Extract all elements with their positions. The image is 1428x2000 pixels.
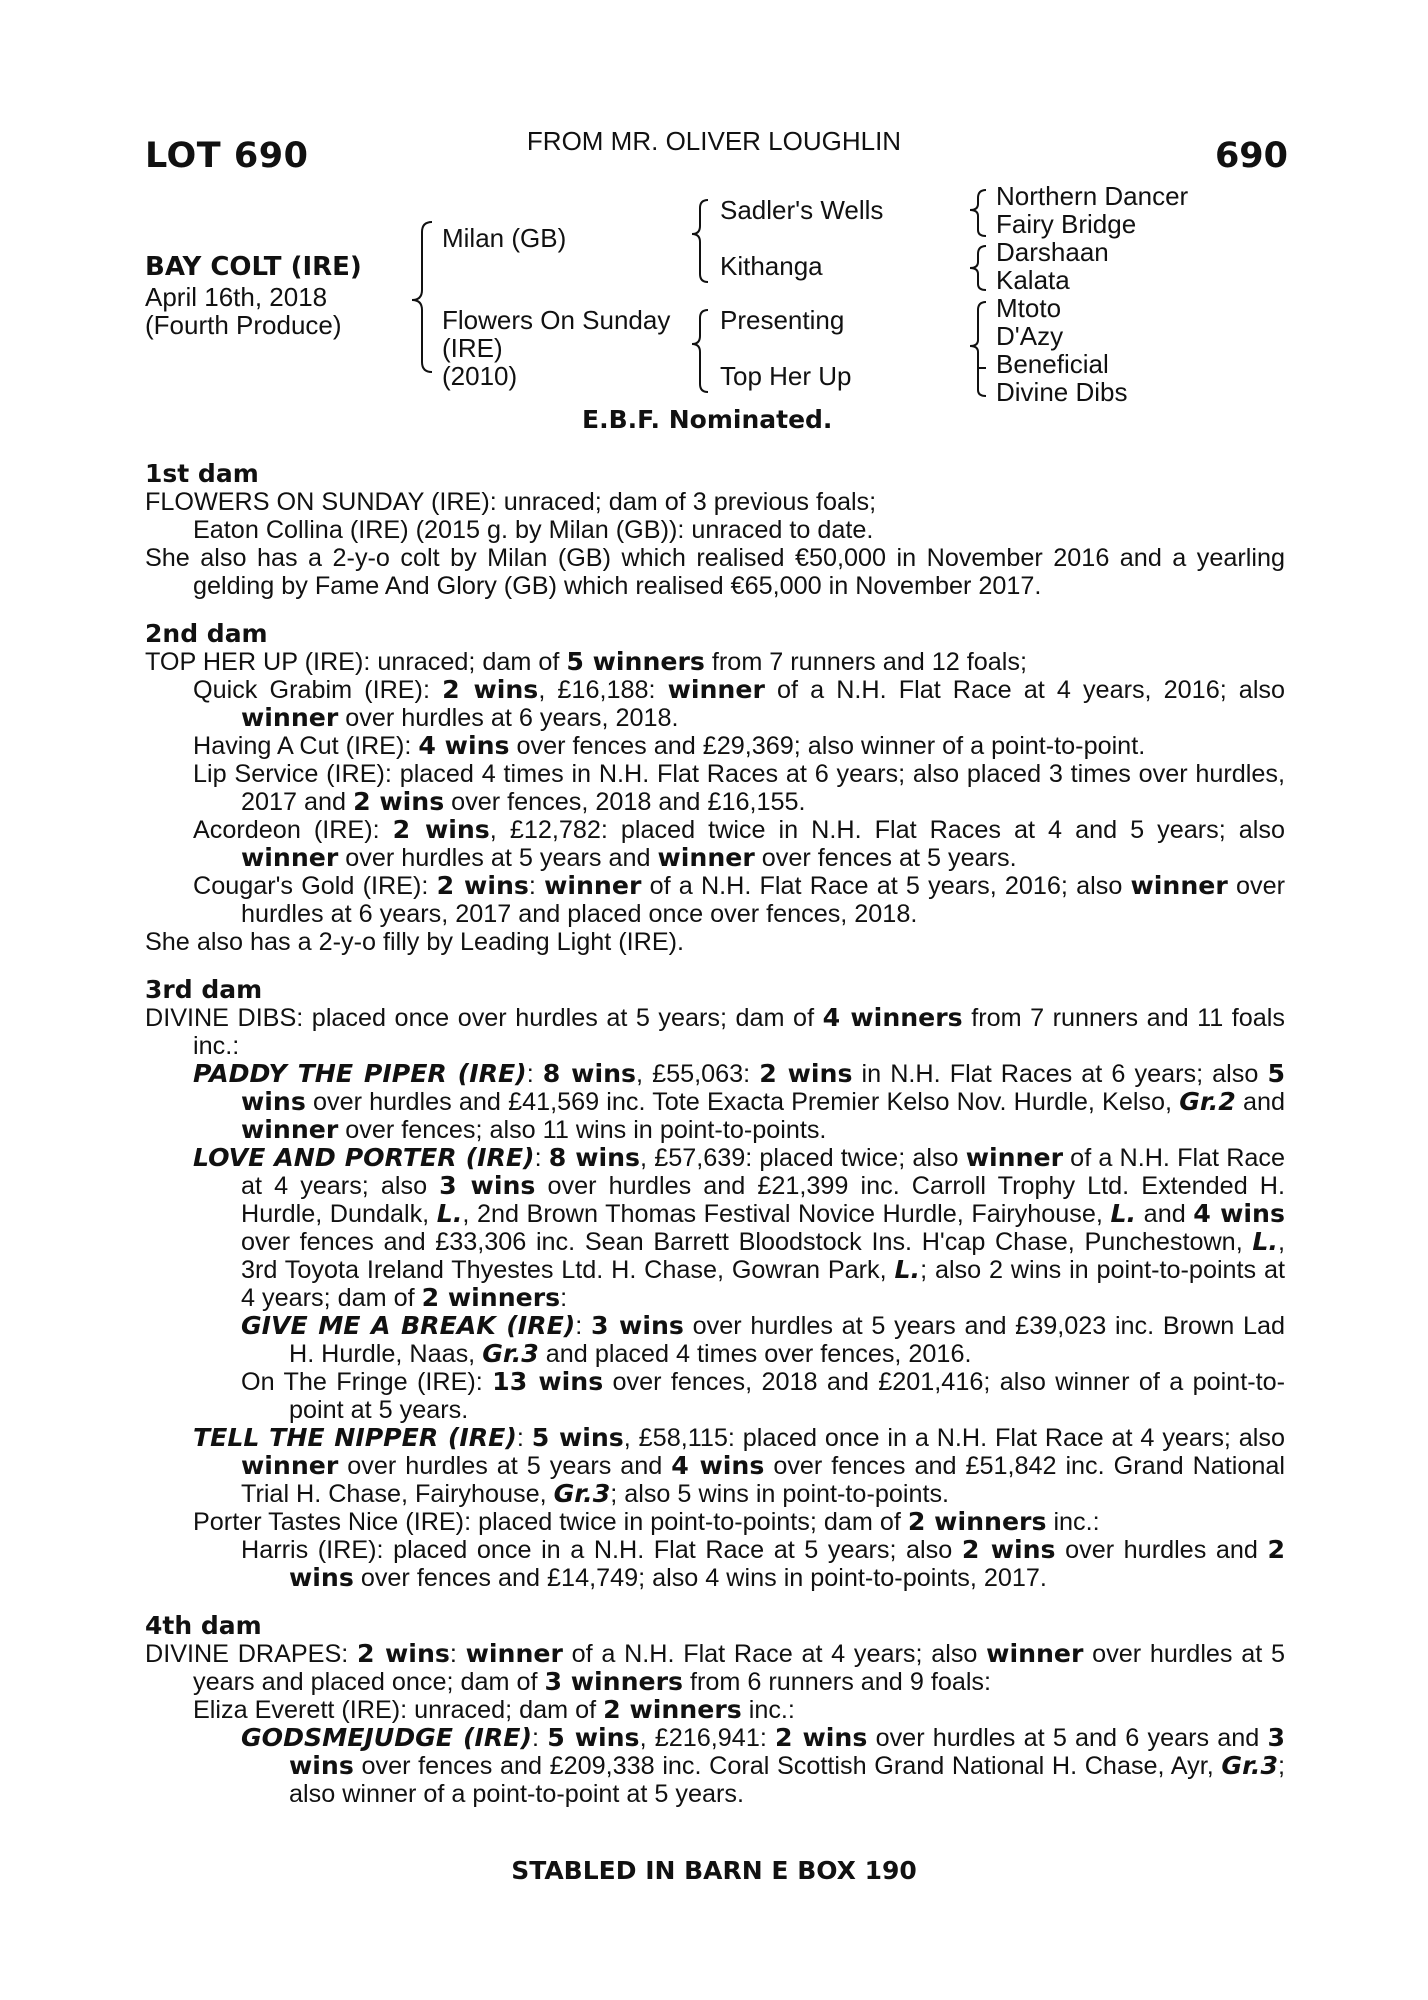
record-line: [145, 676, 1285, 732]
bold-text: winner: [667, 675, 765, 704]
stabling-info: STABLED IN BARN E BOX 190: [511, 1856, 917, 1885]
text-run: She also has a 2-y-o filly by Leading Light (IRE).: [145, 928, 685, 956]
bold-text: 2 wins: [775, 1723, 868, 1752]
text-run: of a N.H. Flat Race at 4 years; also: [241, 1144, 1286, 1200]
bold-italic-text: Gr.3: [1221, 1751, 1278, 1780]
text-run: from 6 runners and 9 foals:: [683, 1668, 992, 1696]
text-run: Harris (IRE): placed once in a N.H. Flat Race at 5 years; also: [241, 1536, 962, 1564]
bold-italic-text: TELL THE NIPPER (IRE): [193, 1423, 517, 1452]
text-run: over fences, 2018 and £201,416; also winner of a point-to-point at 5 years.: [289, 1368, 1285, 1424]
pedigree-sd-dam: Kalata: [996, 265, 1070, 295]
bold-italic-text: L.: [436, 1199, 463, 1228]
dam-section: [145, 620, 1285, 956]
text-run: Acordeon (IRE):: [193, 816, 393, 844]
record-line: [145, 1312, 1285, 1368]
pedigree-dam-name: Flowers On Sunday: [442, 305, 671, 335]
pedigree-ds-sire: Mtoto: [996, 293, 1062, 323]
text-run: over fences and £29,369; also winner of a point-to-point.: [509, 732, 1146, 760]
record-line: [145, 1536, 1285, 1592]
bold-text: 2 wins: [961, 1535, 1056, 1564]
bold-text: 2 wins: [442, 675, 539, 704]
bold-italic-text: L.: [894, 1255, 921, 1284]
record-line: [145, 648, 1285, 676]
bold-text: 4 wins: [418, 731, 510, 760]
text-run: ; also 5 wins in point-to-points.: [610, 1480, 950, 1508]
section-title: 2nd dam: [145, 619, 268, 648]
text-run: , £216,941:: [639, 1724, 776, 1752]
text-run: from 7 runners and 11 foals inc.:: [193, 1004, 1285, 1060]
text-run: over fences and £209,338 inc. Coral Scottish Grand National H. Chase, Ayr,: [353, 1752, 1222, 1780]
text-run: over fences and £51,842 inc. Grand National Trial H. Chase, Fairyhouse,: [241, 1452, 1285, 1508]
record-line: [145, 1004, 1285, 1060]
bold-italic-text: Gr.3: [553, 1479, 611, 1508]
bold-text: 3 wins: [591, 1311, 684, 1340]
pedigree-sire: Milan (GB): [442, 223, 567, 253]
text-run: over hurdles at 5 years and: [338, 1452, 672, 1480]
record-line: [145, 1060, 1285, 1144]
bold-text: 2 wins: [357, 1639, 450, 1668]
record-line: [145, 488, 1285, 516]
bold-italic-text: PADDY THE PIPER (IRE): [193, 1059, 527, 1088]
bold-italic-text: L.: [1252, 1227, 1278, 1256]
bold-text: winner: [241, 843, 339, 872]
pedigree-dam-country: (IRE): [442, 333, 503, 363]
bold-text: 5 wins: [547, 1723, 640, 1752]
bold-text: winner: [657, 843, 755, 872]
record-line: [145, 1424, 1285, 1508]
ebf-nomination: E.B.F. Nominated.: [582, 405, 833, 434]
text-run: of a N.H. Flat Race at 4 years, 2016; also: [764, 676, 1286, 704]
text-run: inc.:: [741, 1696, 795, 1724]
bold-text: winner: [1130, 871, 1228, 900]
text-run: over hurdles at 5 years and placed once; dam of: [193, 1640, 1285, 1696]
bold-text: 2 winners: [421, 1283, 561, 1312]
text-run: of a N.H. Flat Race at 5 years, 2016; also: [641, 872, 1131, 900]
text-run: Lip Service (IRE): placed 4 times in N.H. Flat Races at 6 years; also placed 3 times over hurdles, 2017 and: [193, 760, 1285, 816]
record-line: [145, 544, 1285, 600]
bold-italic-text: GIVE ME A BREAK (IRE): [241, 1311, 576, 1340]
bold-italic-text: Gr.3: [482, 1339, 539, 1368]
bold-text: 4 wins: [671, 1451, 765, 1480]
pedigree-dam-sire: Presenting: [720, 305, 845, 335]
text-run: over hurdles and £21,399 inc. Carroll Trophy Ltd. Extended H. Hurdle, Dundalk,: [241, 1172, 1285, 1228]
section-title: 1st dam: [145, 459, 259, 488]
pedigree-sire-dam: Kithanga: [720, 251, 823, 281]
text-run: over fences, 2018 and £16,155.: [444, 788, 806, 816]
text-run: TOP HER UP (IRE): unraced; dam of: [145, 648, 567, 676]
record-line: [145, 516, 1285, 544]
bold-italic-text: Gr.2: [1179, 1087, 1236, 1116]
text-run: ; also winner of a point-to-point at 5 years.: [289, 1752, 1285, 1808]
text-run: over fences and £33,306 inc. Sean Barrett Bloodstock Ins. H'cap Chase, Punchestown,: [241, 1228, 1253, 1256]
text-run: FLOWERS ON SUNDAY (IRE): unraced; dam of 3 previous foals;: [145, 488, 877, 516]
bold-text: 2 wins: [289, 1535, 1285, 1592]
bold-text: 4 wins: [1193, 1199, 1285, 1228]
bold-text: 2 winners: [603, 1695, 742, 1724]
text-run: over hurdles and: [1055, 1536, 1268, 1564]
text-run: :: [534, 1144, 549, 1172]
record-line: [145, 1696, 1285, 1724]
text-run: DIVINE DRAPES:: [145, 1640, 358, 1668]
bold-text: 2 wins: [759, 1059, 853, 1088]
record-line: [145, 732, 1285, 760]
horse-name: BAY COLT (IRE): [145, 252, 362, 282]
text-run: :: [532, 1724, 548, 1752]
bold-text: 2 winners: [907, 1507, 1047, 1536]
dam-section: [145, 460, 1285, 600]
text-run: She also has a 2-y-o colt by Milan (GB) which realised €50,000 in November 2016 and a yearling gelding by Fame And Glory (GB) which realised €65,000 in November 2017.: [145, 544, 1285, 600]
text-run: and placed 4 times over fences, 2016.: [538, 1340, 972, 1368]
pedigree-sire-sire: Sadler's Wells: [720, 195, 884, 225]
text-run: , £57,639: placed twice; also: [640, 1144, 966, 1172]
lot-number: 690: [1214, 136, 1288, 176]
section-title: 3rd dam: [145, 975, 263, 1004]
bold-text: 13 wins: [492, 1367, 604, 1396]
produce-record: [145, 460, 1285, 1808]
text-run: , 3rd Toyota Ireland Thyestes Ltd. H. Chase, Gowran Park,: [241, 1228, 1285, 1284]
text-run: Eliza Everett (IRE): unraced; dam of: [193, 1696, 604, 1724]
text-run: :: [449, 1640, 466, 1668]
record-line: [145, 872, 1285, 928]
bold-text: 3 wins: [439, 1171, 536, 1200]
text-run: Eaton Collina (IRE) (2015 g. by Milan (GB)): unraced to date.: [193, 516, 874, 544]
bold-text: winner: [465, 1639, 563, 1668]
text-run: , 2nd Brown Thomas Festival Novice Hurdle, Fairyhouse,: [462, 1200, 1111, 1228]
pedigree-brackets: [0, 0, 1428, 450]
bold-text: 3 wins: [289, 1723, 1286, 1780]
text-run: , £58,115: placed once in a N.H. Flat Race at 4 years; also: [623, 1424, 1285, 1452]
text-run: , £12,782: placed twice in N.H. Flat Races at 4 and 5 years; also: [489, 816, 1286, 844]
text-run: , £55,063:: [636, 1060, 760, 1088]
pedigree-ds-dam: D'Azy: [996, 321, 1064, 351]
bold-text: winner: [986, 1639, 1084, 1668]
text-run: DIVINE DIBS: placed once over hurdles at 5 years; dam of: [145, 1004, 823, 1032]
bold-text: 5 wins: [531, 1423, 624, 1452]
dam-section: [145, 1612, 1285, 1808]
text-run: over hurdles and £41,569 inc. Tote Exacta Premier Kelso Nov. Hurdle, Kelso,: [305, 1088, 1180, 1116]
text-run: over hurdles at 5 years and £39,023 inc. Brown Lad H. Hurdle, Naas,: [289, 1312, 1286, 1368]
text-run: Quick Grabim (IRE):: [193, 676, 443, 704]
bold-text: 2 wins: [436, 871, 529, 900]
text-run: over fences at 5 years.: [754, 844, 1017, 872]
section-title: 4th dam: [145, 1611, 262, 1640]
text-run: On The Fringe (IRE):: [241, 1368, 493, 1396]
text-run: of a N.H. Flat Race at 4 years; also: [562, 1640, 987, 1668]
bold-italic-text: LOVE AND PORTER (IRE): [193, 1143, 535, 1172]
text-run: inc.:: [1046, 1508, 1100, 1536]
dam-section: [145, 976, 1285, 1592]
record-line: [145, 760, 1285, 816]
bold-text: 5 winners: [566, 647, 705, 676]
bold-text: 8 wins: [548, 1143, 641, 1172]
pedigree-dam-dam: Top Her Up: [720, 361, 852, 391]
bold-text: winner: [965, 1143, 1064, 1172]
pedigree-ss-sire: Northern Dancer: [996, 181, 1189, 211]
bold-text: winner: [241, 703, 339, 732]
text-run: and: [1136, 1200, 1194, 1228]
vendor-line: FROM MR. OLIVER LOUGHLIN: [526, 126, 902, 156]
text-run: and: [1235, 1088, 1285, 1116]
text-run: over hurdles at 6 years, 2018.: [338, 704, 679, 732]
pedigree-sd-sire: Darshaan: [996, 237, 1109, 267]
text-run: :: [516, 1424, 532, 1452]
record-line: [145, 816, 1285, 872]
text-run: over fences; also 11 wins in point-to-points.: [338, 1116, 827, 1144]
text-run: :: [560, 1284, 568, 1312]
record-line: [145, 1368, 1285, 1424]
text-run: , £16,188:: [538, 676, 668, 704]
text-run: over hurdles at 5 and 6 years and: [867, 1724, 1268, 1752]
bold-italic-text: L.: [1110, 1199, 1137, 1228]
horse-produce: (Fourth Produce): [145, 310, 342, 340]
text-run: ; also 2 wins in point-to-points at 4 years; dam of: [241, 1256, 1285, 1312]
text-run: from 7 runners and 12 foals;: [704, 648, 1027, 676]
text-run: over hurdles at 6 years, 2017 and placed once over fences, 2018.: [241, 872, 1286, 928]
bold-text: 5 wins: [241, 1059, 1285, 1116]
text-run: :: [528, 872, 545, 900]
bold-text: winner: [241, 1451, 339, 1480]
record-line: [145, 1144, 1285, 1312]
lot-label: LOT 690: [145, 136, 309, 176]
text-run: in N.H. Flat Races at 6 years; also: [852, 1060, 1268, 1088]
bold-italic-text: GODSMEJUDGE (IRE): [241, 1723, 532, 1752]
bold-text: winner: [544, 871, 642, 900]
record-line: [145, 928, 1285, 956]
text-run: Having A Cut (IRE):: [193, 732, 419, 760]
horse-dob: April 16th, 2018: [145, 282, 328, 312]
pedigree-dam-year: (2010): [442, 361, 518, 391]
record-line: [145, 1508, 1285, 1536]
pedigree-ss-dam: Fairy Bridge: [996, 209, 1137, 239]
text-run: over fences and £14,749; also 4 wins in point-to-points, 2017.: [353, 1564, 1047, 1592]
pedigree-dd-dam: Divine Dibs: [996, 377, 1128, 407]
text-run: :: [526, 1060, 543, 1088]
bold-text: winner: [241, 1115, 339, 1144]
bold-text: 3 winners: [544, 1667, 684, 1696]
text-run: :: [575, 1312, 592, 1340]
text-run: Porter Tastes Nice (IRE): placed twice in point-to-points; dam of: [193, 1508, 908, 1536]
bold-text: 8 wins: [542, 1059, 636, 1088]
bold-text: 4 winners: [822, 1003, 963, 1032]
bold-text: 2 wins: [353, 787, 445, 816]
text-run: Cougar's Gold (IRE):: [193, 872, 437, 900]
text-run: over hurdles at 5 years and: [338, 844, 658, 872]
record-line: [145, 1724, 1285, 1808]
bold-text: 2 wins: [392, 815, 490, 844]
record-line: [145, 1640, 1285, 1696]
pedigree-dd-sire: Beneficial: [996, 349, 1109, 379]
